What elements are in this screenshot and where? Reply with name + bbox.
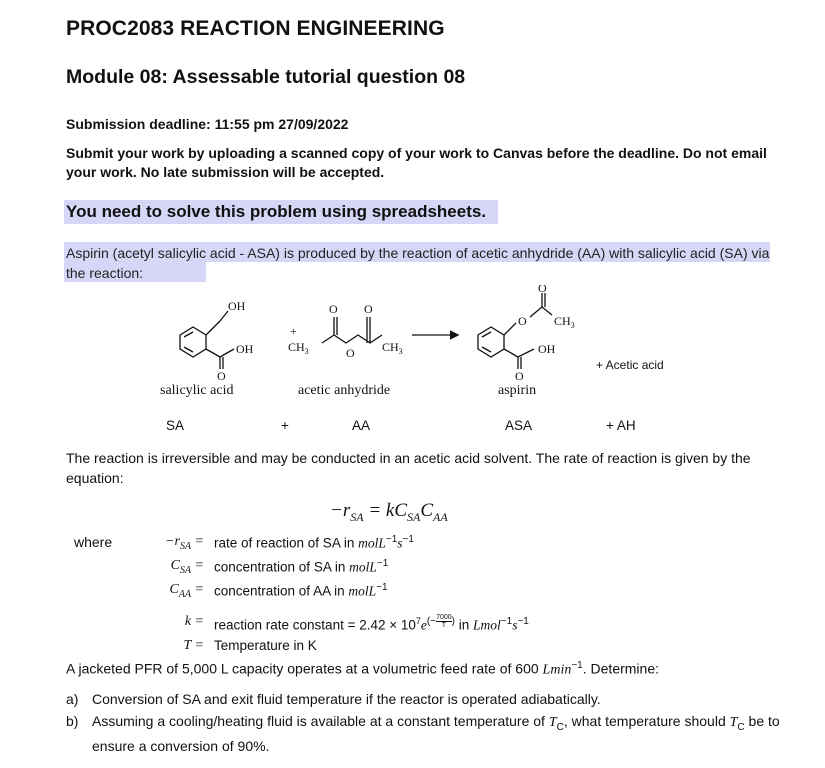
abbr-plus: + [281, 418, 289, 433]
abbr-ah: + AH [606, 418, 636, 433]
question-a-label: a) [66, 691, 79, 707]
aa-ch3-right: $CH_3$ [382, 340, 403, 356]
document-title: PROC2083 REACTION ENGINEERING [66, 17, 445, 40]
aa-bridge-o: O [346, 346, 355, 360]
definition-t: T = Temperature in K [183, 638, 317, 653]
sa-carbonyl-o: O [217, 369, 226, 383]
aa-ch3-left: $CH_3$ [288, 340, 309, 356]
abbr-sa: SA [166, 418, 185, 433]
plus-sign: + [290, 324, 297, 338]
definition-csa: $C_{SA}$ = concentration of SA in molL$^{-1}$ [170, 558, 389, 576]
sa-oh-top: OH [228, 299, 246, 313]
aa-o-left: O [329, 302, 338, 316]
sa-benzene-ring [180, 327, 206, 357]
question-b-text: Assuming a cooling/heating fluid is available at a constant temperature of $T_C$, what temperature should $T_C$ be to ensure a conversion of 90%. [92, 713, 780, 754]
sa-name: salicylic acid [160, 383, 234, 398]
where-label: where [74, 534, 113, 550]
asa-ch3: $CH_3$ [554, 314, 575, 330]
intro-paragraph: Aspirin (acetyl salicylic acid - ASA) is produced by the reaction of acetic anhydride (AA) with salicylic acid (SA) via the reaction: [66, 245, 770, 281]
spreadsheet-requirement: You need to solve this problem using spreadsheets. [66, 202, 487, 221]
submission-instructions: Submit your work by uploading a scanned copy of your work to Canvas before the deadline. Do not email your work. No late submission will be accepted. [66, 145, 767, 180]
asa-oh: OH [538, 342, 556, 356]
pfr-statement: A jacketed PFR of 5,000 L capacity operates at a volumetric feed rate of 600 Lmin$^{-1}$. Determine: [66, 660, 659, 678]
aa-o-right: O [364, 302, 373, 316]
asa-carbonyl-o-top: O [538, 285, 547, 295]
reaction-scheme [150, 285, 710, 405]
rate-equation: $-r_{SA} = kC_{SA}C_{AA}$ [330, 500, 448, 524]
asa-carbonyl-o: O [515, 369, 524, 383]
definition-rsa: $-r_{SA}$ = rate of reaction of SA in $molL^{-1}s^{-1}$ [165, 534, 414, 552]
asa-name: aspirin [498, 383, 537, 398]
definition-k: k = reaction rate constant = $2.42 \times 10^7e^{(- \frac{7000}{T} )}$ in $Lmol^{-1}s^{-1}$ [184, 614, 529, 633]
question-b-label: b) [66, 713, 79, 729]
abbr-aa: AA [352, 418, 371, 433]
abbr-asa: ASA [505, 418, 533, 433]
sa-oh-acid: OH [236, 342, 254, 356]
byproduct-label: + Acetic acid [596, 358, 664, 372]
question-a-text: Conversion of SA and exit fluid temperature if the reactor is operated adiabatically. [92, 691, 601, 707]
definition-caa: $C_{AA}$ = concentration of AA in molL$^{-1}$ [169, 582, 388, 600]
reaction-description: The reaction is irreversible and may be conducted in an acetic acid solvent. The rate of reaction is given by the equation: [66, 450, 751, 486]
asa-ester-o: O [518, 314, 527, 328]
submission-deadline: Submission deadline: 11:55 pm 27/09/2022 [66, 116, 349, 132]
asa-benzene-ring [478, 327, 504, 357]
aa-name: acetic anhydride [298, 383, 391, 398]
module-heading: Module 08: Assessable tutorial question 08 [66, 66, 466, 88]
